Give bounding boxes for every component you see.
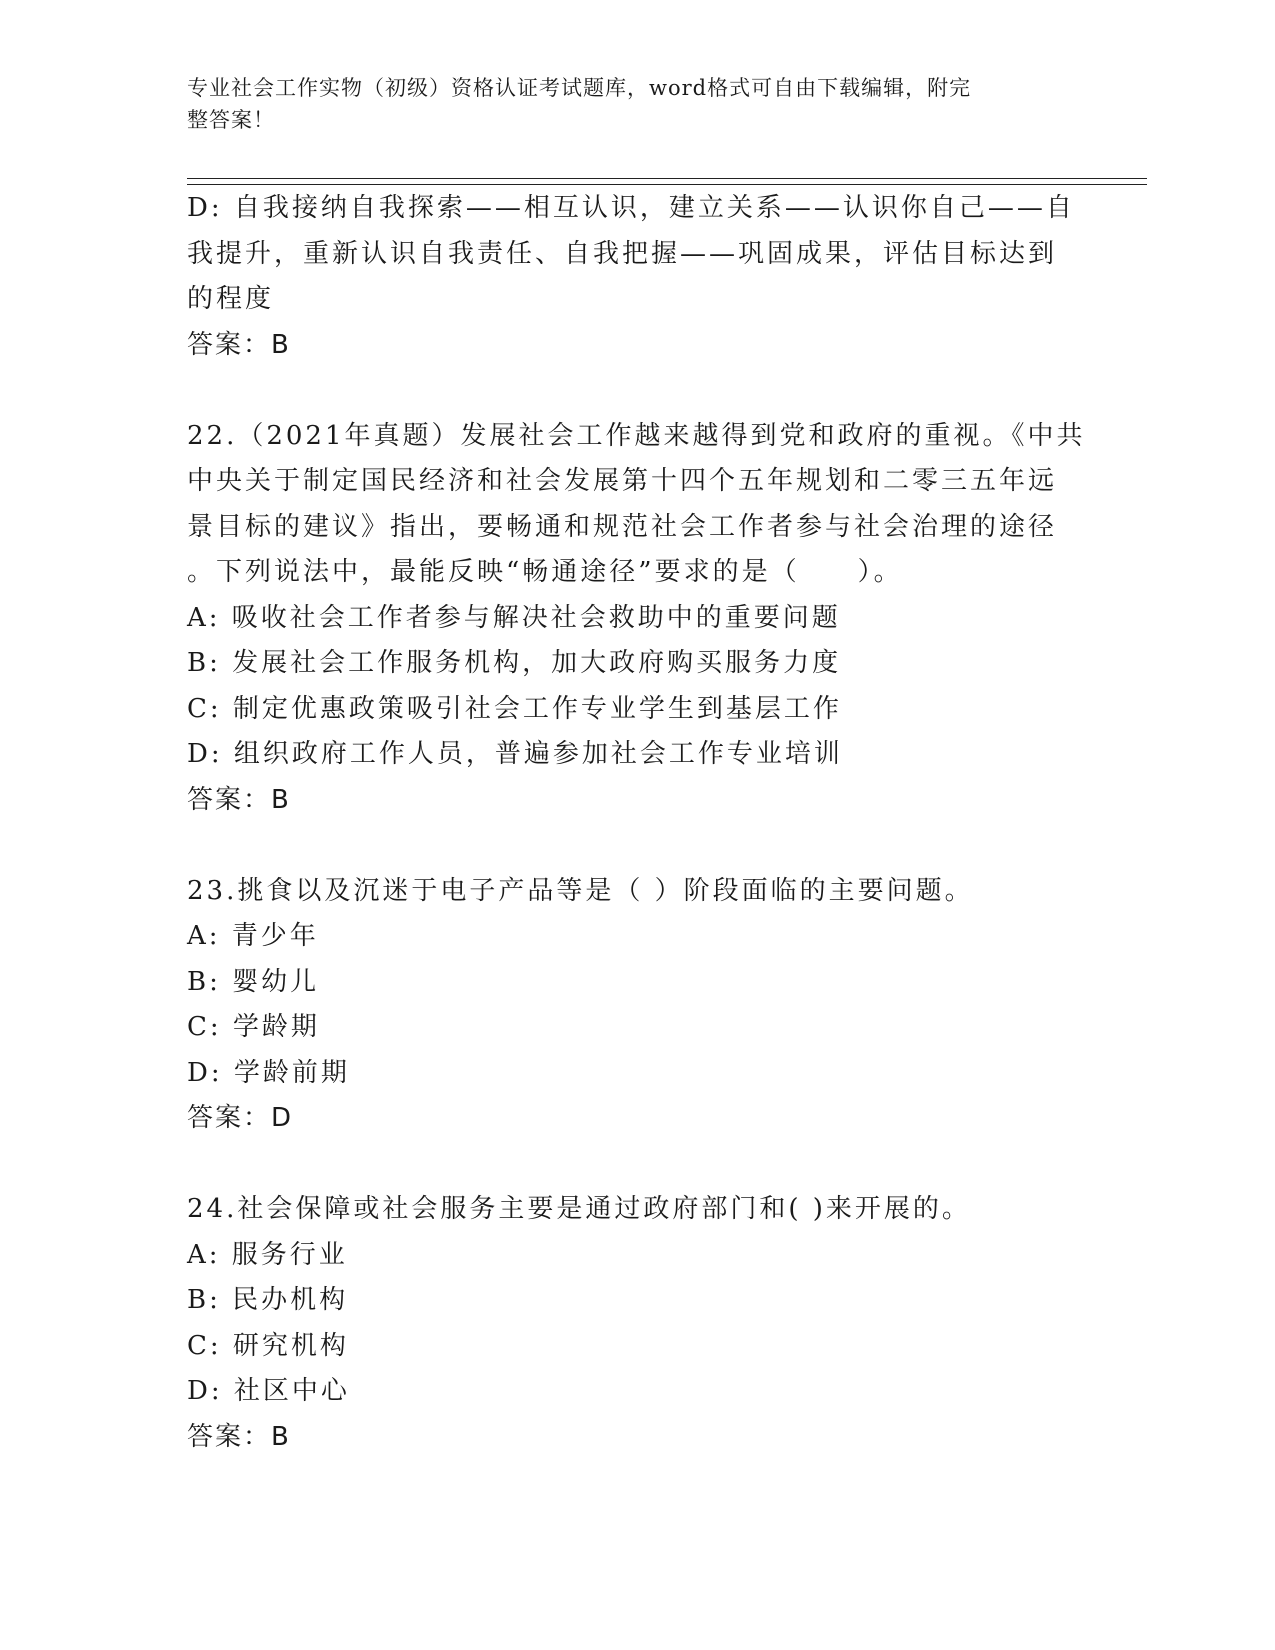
header-rule-thin xyxy=(187,184,1147,185)
question-stem: 23.挑食以及沉迷于电子产品等是（ ）阶段面临的主要问题。 xyxy=(187,875,974,906)
option-d: D: 组织政府工作人员，普遍参加社会工作专业培训 xyxy=(187,739,843,769)
option-b: B: 发展社会工作服务机构，加大政府购买服务力度 xyxy=(187,648,842,678)
option-b: B: 婴幼儿 xyxy=(187,966,320,997)
option-a: A: 服务行业 xyxy=(187,1239,348,1270)
question-stem-line: 中央关于制定国民经济和社会发展第十四个五年规划和二零三五年远 xyxy=(187,466,1058,496)
option-d: D: 社区中心 xyxy=(187,1376,350,1406)
option-a: A: 青少年 xyxy=(187,921,319,951)
spacer xyxy=(187,823,1087,869)
header-line-1: 专业社会工作实物（初级）资格认证考试题库，word格式可自由下载编辑，附完 xyxy=(187,76,972,100)
question-24 xyxy=(187,1187,1087,1460)
question-stem-line: 景目标的建议》指出，要畅通和规范社会工作者参与社会治理的途径 xyxy=(187,511,1058,542)
question-content xyxy=(187,186,1087,1460)
question-stem-line: 22.（2021年真题）发展社会工作越来越得到党和政府的重视。《中共 xyxy=(187,420,1086,451)
question-stem-line: 。下列说法中，最能反映“畅通途径”要求的是（ ）。 xyxy=(187,557,903,587)
answer-line: 答案：D xyxy=(187,1103,294,1133)
option-d-line: D: 自我接纳自我探索——相互认识，建立关系——认识你自己——自 xyxy=(187,193,1075,223)
answer-line: 答案：B xyxy=(187,784,291,815)
document-header xyxy=(187,72,1067,136)
question-stem: 24.社会保障或社会服务主要是通过政府部门和( )来开展的。 xyxy=(187,1194,971,1224)
spacer xyxy=(187,368,1087,414)
option-c: C: 学龄期 xyxy=(187,1012,320,1042)
option-d-line: 我提升，重新认识自我责任、自我把握——巩固成果，评估目标达到 xyxy=(187,238,1058,269)
option-d: D: 学龄前期 xyxy=(187,1057,350,1088)
spacer xyxy=(187,1142,1087,1188)
option-b: B: 民办机构 xyxy=(187,1285,349,1315)
option-c: C: 研究机构 xyxy=(187,1330,349,1361)
question-22 xyxy=(187,414,1087,824)
prev-question-block xyxy=(187,186,1087,368)
question-23 xyxy=(187,869,1087,1142)
header-line-2: 整答案！ xyxy=(187,108,275,132)
answer-line: 答案：B xyxy=(187,1421,291,1452)
header-rule-thick xyxy=(187,178,1147,179)
option-c: C: 制定优惠政策吸引社会工作专业学生到基层工作 xyxy=(187,693,842,724)
option-a: A: 吸收社会工作者参与解决社会救助中的重要问题 xyxy=(187,602,841,633)
answer-line: 答案：B xyxy=(187,329,291,360)
option-d-line: 的程度 xyxy=(187,284,275,314)
